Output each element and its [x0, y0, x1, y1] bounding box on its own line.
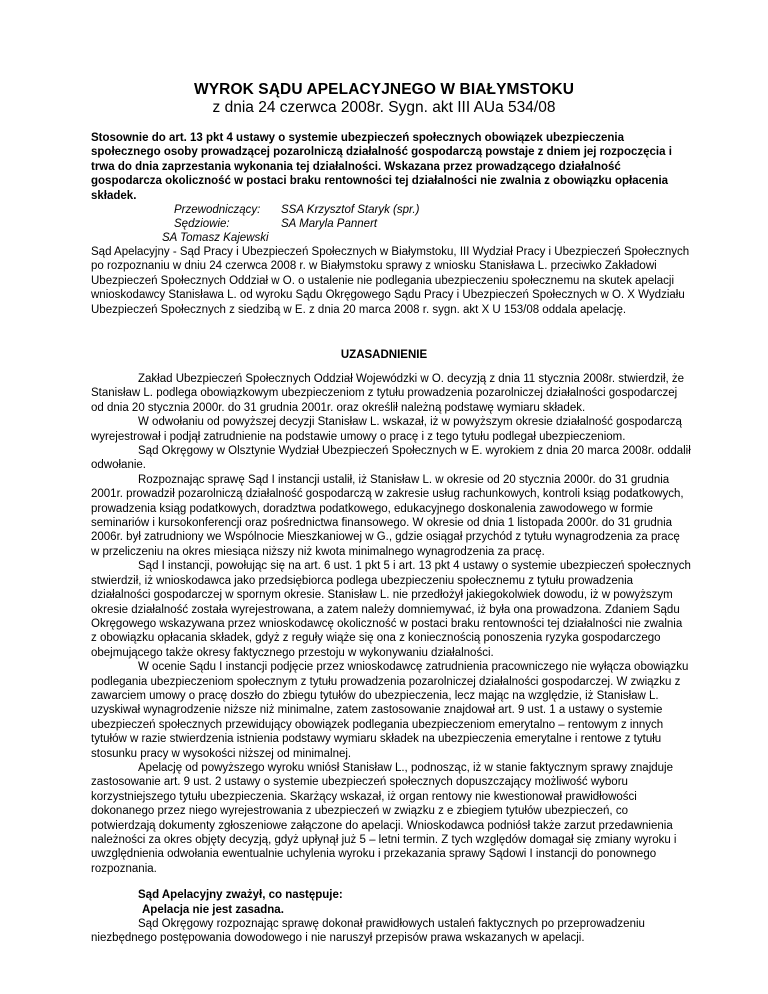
appeal-verdict: Apelacja nie jest zasadna. — [142, 903, 284, 916]
justification-paragraph: Rozpoznając sprawę Sąd I instancji ustalił, iż Stanisław L. w okresie od 20 stycznia 2000r. do 31 grudnia 2001r. prowadził pozarolniczą działalność gospodarczą w zakresie usług rachunkowych, kontroli ksiąg podatkowych, prowadzenia ksiąg podatkowych, doradztwa podatkowego, edukacyjnego doskonalenia zawodowego w formie seminariów i kursokonferencji oraz pośrednictwa finansowego. W okresie od dnia 1 listopada 2000r. do 31 grudnia 2006r. był zatrudniony we Wspólnocie Mieszkaniowej w G., gdzie osiągał przychód z tytułu wynagrodzenia za pracę w przeliczeniu na okres miesiąca niższy niż kwota minimalnego wynagrodzenia za pracę. — [91, 473, 684, 558]
judges-label: Sędziowie: — [174, 218, 230, 230]
justification-paragraph: Sąd I instancji, powołując się na art. 6 ust. 1 pkt 5 i art. 13 pkt 4 ustawy o systemie ubezpieczeń społecznych stwierdził, iż wnioskodawca jako przedsiębiorca podlega ubezpieczeniu społecznemu z tytułu prowadzenia działalności gospodarczej w spornym okresie. Stanisław L. nie przedłożył jakiegokolwiek dowodu, iż w powyższym okresie działalność została wyrejestrowana, a zatem należy domniemywać, iż była ona prowadzona. Zdaniem Sądu Okręgowego wskazywana przez wnioskodawcę okoliczność w postaci braku rentowności tej działalności nie zwalnia z obowiązku opłacania składek, gdyż z reguły wiąże się ona z koniecznością ponoszenia ryzyka gospodarczego obejmującego także okresy faktycznego przestoju w wykonywaniu działalności. — [91, 560, 691, 659]
judgment-date-and-case-number: z dnia 24 czerwca 2008r. Sygn. akt III AUa 534/08 — [212, 99, 556, 116]
justification-paragraph: W ocenie Sądu I instancji podjęcie przez wnioskodawcę zatrudnienia pracowniczego nie wyłącza obowiązku podlegania ubezpieczeniom społecznym z tytułu prowadzenia pozarolniczej działalności gospodarczej. W związku z zawarciem umowy o pracę doszło do zbiegu tytułów do ubezpieczenia, lecz mając na względzie, iż Stanisław L. uzyskiwał wynagrodzenie niższe niż minimalne, zatem zastosowanie znajdował art. 9 ust. 1 a ustawy o systemie ubezpieczeń społecznych przewidujący obowiązek podlegania ubezpieczeniom emerytalno – rentowym z innych tytułów w razie stwierdzenia istnienia podstawy wymiaru składek na ubezpieczenia emerytalne i rentowe z tytułu stosunku pracy w wysokości niższej od minimalnej. — [91, 661, 689, 760]
judgment-sentence: Sąd Apelacyjny - Sąd Pracy i Ubezpieczeń Społecznych w Białymstoku, III Wydział Pracy i Ubezpieczeń Społecznych po rozpoznaniu w dniu 24 czerwca 2008 r. w Białymstoku sprawy z wniosku Stanisława L. przeciwko Zakładowi Ubezpieczeń Społecznych Oddział w O. o ustalenie nie podlegania ubezpieczeniu społecznemu na skutek apelacji wnioskodawcy Stanisława L. od wyroku Sądu Okręgowego Sądu Pracy i Ubezpieczeń Społecznych w O. X Wydziału Ubezpieczeń Społecznych z siedzibą w E. z dnia 20 marca 2008 r. sygn. akt X U 153/08 oddala apelację. — [91, 246, 690, 316]
justification-heading: UZASADNIENIE — [340, 349, 428, 361]
presiding-judge-name: SSA Krzysztof Staryk (spr.) — [281, 204, 420, 216]
justification-paragraph: Zakład Ubezpieczeń Społecznych Oddział Wojewódzki w O. decyzją z dnia 11 stycznia 2008r. stwierdził, że Stanisław L. podlega obowiązkowym ubezpieczeniom z tytułu prowadzenia pozarolniczej działalności gospodarczej od dnia 20 stycznia 2000r. do 31 grudnia 2001r. oraz określił należną podstawę wymiaru składek. — [91, 373, 685, 414]
justification-paragraph: Apelację od powyższego wyroku wniósł Stanisław L., podnosząc, iż w stanie faktycznym sprawy znajduje zastosowanie art. 9 ust. 2 ustawy o systemie ubezpieczeń społecznych dopuszczający możliwość wyboru korzystniejszego tytułu ubezpieczenia. Skarżący wskazał, iż organ rentowy nie kwestionował prawidłowości dokonanego przez niego wyrejestrowania z ubezpieczeń w związku z e zbiegiem tytułów ubezpieczeń, co potwierdzają dokumenty zgłoszeniowe załączone do apelacji. Wnioskodawca podniósł także zarzut przedawnienia należności za okres objęty decyzją, gdyż upłynął już 5 – letni termin. Z tych względów domagał się zmiany wyroku i uwzględnienia odwołania ewentualnie uchylenia wyroku i przekazania sprawy Sądowi I instancji do ponownego rozpoznania. — [91, 761, 677, 875]
justification-paragraph: Sąd Okręgowy w Olsztynie Wydział Ubezpieczeń Społecznych w E. wyrokiem z dnia 20 marca 2008r. oddalił odwołanie. — [91, 445, 691, 472]
justification-paragraph: Sąd Okręgowy rozpoznając sprawę dokonał prawidłowych ustaleń faktycznych po przeprowadzeniu niezbędnego postępowania dowodowego i nie naruszył przepisów prawa wskazanych w apelacji. — [91, 918, 645, 945]
justification-body — [91, 372, 691, 946]
court-weighed-heading: Sąd Apelacyjny zważył, co następuje: — [138, 889, 343, 902]
judgment-thesis: Stosownie do art. 13 pkt 4 ustawy o systemie ubezpieczeń społecznych obowiązek ubezpieczenia społecznego osoby prowadzącej pozarolniczą działalność gospodarczą powstaje z dniem jej rozpoczęcia i trwa do dnia zaprzestania wykonania tej działalności. Wskazana przez prowadzącego działalność gospodarcza okoliczność w postaci braku rentowności tej działalności nie zwalnia z obowiązku opłacenia składek. — [91, 132, 672, 202]
presiding-judge-label: Przewodniczący: — [174, 204, 261, 216]
judge-name: SA Tomasz Kajewski — [162, 232, 269, 244]
judgment-title: WYROK SĄDU APELACYJNEGO W BIAŁYMSTOKU — [193, 81, 575, 98]
justification-paragraph: W odwołaniu od powyższej decyzji Stanisław L. wskazał, iż w powyższym okresie działalność gospodarczą wyrejestrował i podjął zatrudnienie na podstawie umowy o pracę i z tego tytułu podlegał ubezpieczeniom. — [91, 416, 682, 443]
judge-name: SA Maryla Pannert — [281, 218, 378, 230]
